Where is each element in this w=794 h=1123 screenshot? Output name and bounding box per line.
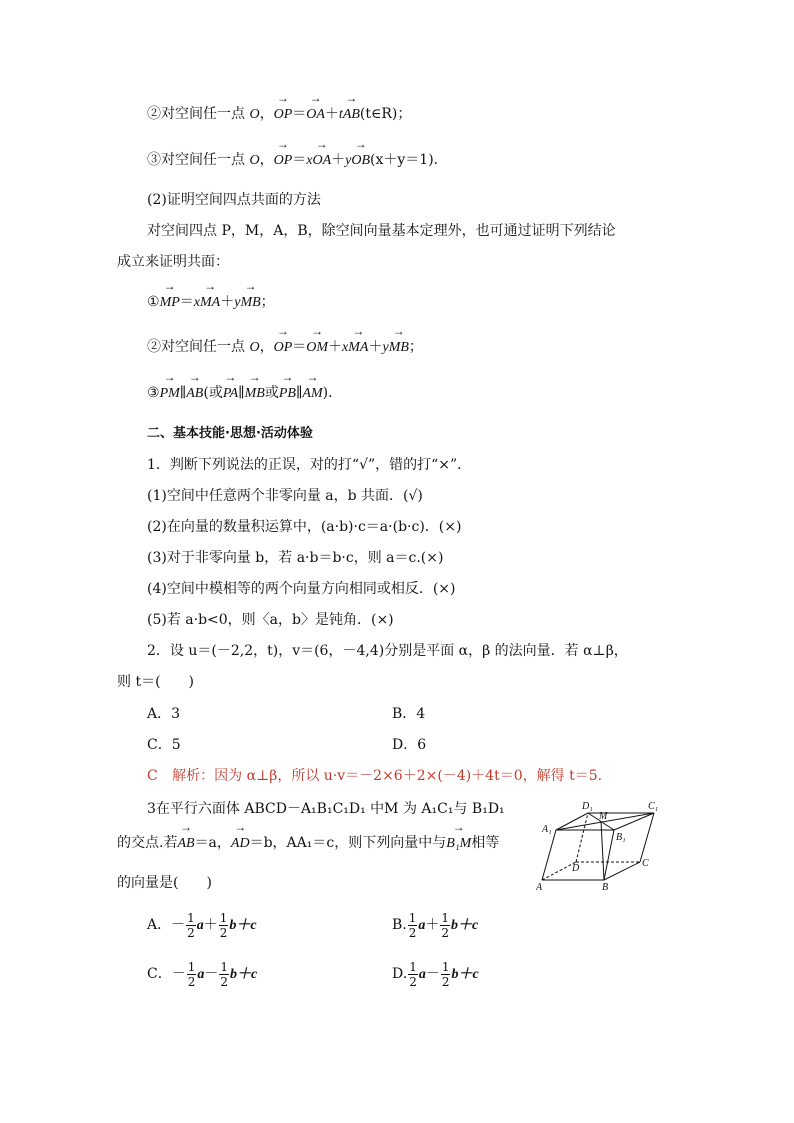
label-c: C <box>642 858 649 869</box>
text: － <box>204 966 219 982</box>
text: ＝ <box>292 106 307 122</box>
text: ， <box>259 152 274 168</box>
numerator: 1 <box>409 959 417 974</box>
text: ＝b，AA₁＝c，则下列向量中与 <box>249 835 447 851</box>
option-label: A． <box>147 917 172 933</box>
option-label: D. <box>392 966 408 982</box>
vector-b: b <box>230 967 237 982</box>
denominator: 2 <box>187 925 195 940</box>
q2-option-b: B．4 <box>392 706 426 722</box>
vector-ab: → AB <box>177 834 194 854</box>
text: ②对空间任一点 <box>147 106 250 122</box>
vector-om: → OM <box>306 338 328 358</box>
q3-option-a <box>147 908 257 943</box>
numerator: 1 <box>187 910 195 925</box>
numerator: 1 <box>408 910 417 925</box>
var-x: x <box>306 153 313 168</box>
denominator: 2 <box>441 925 450 940</box>
vector-pa: → PA <box>223 384 238 404</box>
vector-pb: → PB <box>279 384 296 404</box>
parallelepiped-figure <box>536 800 668 892</box>
edge-cc1 <box>640 813 654 862</box>
vector-ma: → MA <box>348 338 368 358</box>
q3-option-b <box>392 908 478 943</box>
coplanar-condition-2 <box>147 104 411 125</box>
var-y: y <box>382 340 389 355</box>
numerator: 1 <box>187 959 196 974</box>
option-label: B. <box>392 917 407 933</box>
q1-item-1: (1)空间中任意两个非零向量 a，b 共面．(√) <box>147 488 423 504</box>
label-m: M <box>599 811 608 822</box>
coplanar-condition-3 <box>147 150 448 171</box>
label-d: D <box>572 863 580 874</box>
vector-pm: → PM <box>160 384 180 404</box>
text: ； <box>260 294 275 310</box>
text: ＋ <box>368 339 383 355</box>
vector-ob: → OB <box>351 151 370 171</box>
text: (x＋y＝1)． <box>370 152 448 168</box>
label-a1: A₁ <box>542 824 552 835</box>
fraction <box>219 911 229 940</box>
question-3-line2 <box>117 833 499 854</box>
fraction <box>408 911 418 940</box>
edge-ad-hidden <box>542 862 576 880</box>
point-o: O <box>249 340 260 355</box>
denominator: 2 <box>187 974 196 989</box>
text: ＋ <box>203 917 218 933</box>
edge-bb1 <box>604 830 614 880</box>
vector-op: → OP <box>274 338 293 358</box>
var-y: y <box>234 295 241 310</box>
text: ， <box>259 106 274 122</box>
text: ③对空间任一点 <box>147 152 250 168</box>
vector-am: → AM <box>302 384 322 404</box>
text: ＋ <box>331 152 346 168</box>
text: ∥ <box>295 385 303 401</box>
text: (t∈R)； <box>359 106 412 122</box>
vector-b: b <box>451 967 459 982</box>
vector-mp: → MP <box>160 293 180 313</box>
vector-ab: → AB <box>186 384 203 404</box>
vector-mb: → MB <box>245 384 265 404</box>
label-c1: C₁ <box>648 801 659 812</box>
text: 的交点.若 <box>117 835 178 851</box>
vector-b: b <box>229 918 237 933</box>
text: － <box>171 966 186 982</box>
label-a: A <box>536 882 543 892</box>
q3-option-c <box>147 957 257 992</box>
edge-dd1-hidden <box>576 813 588 862</box>
text: ＝ <box>292 152 307 168</box>
point-o: O <box>249 153 260 168</box>
fraction <box>408 960 418 989</box>
denominator: 2 <box>409 974 417 989</box>
text: ① <box>147 294 160 310</box>
vector-a: a <box>196 918 204 933</box>
question-3-line3: 的向量是( ) <box>117 875 212 891</box>
option-label: C． <box>147 966 172 982</box>
text: )． <box>322 385 343 401</box>
fraction <box>440 911 450 940</box>
solution-text: 解析：因为 α⊥β，所以 u·v＝－2×6＋2×(－4)＋4t＝0，解得 t＝5. <box>172 768 603 784</box>
vector-b1m: → B₁M <box>446 834 471 854</box>
numerator: 1 <box>441 910 450 925</box>
text: ； <box>408 339 423 355</box>
q2-option-a: A．3 <box>147 706 181 722</box>
section-title: 二、基本技能·思想·活动体验 <box>147 426 313 441</box>
vector-oa: → OA <box>312 151 331 171</box>
method-paragraph-line1: 对空间四点 P，M，A，B，除空间向量基本定理外，也可通过证明下列结论 <box>147 223 616 239</box>
text: ＋ <box>425 917 440 933</box>
text: ， <box>259 339 274 355</box>
text: 相等 <box>471 835 500 851</box>
vector-ad: → AD <box>231 834 250 854</box>
text: ＝ <box>292 339 307 355</box>
vector-b: b <box>451 918 459 933</box>
q2-option-d: D．6 <box>392 737 427 753</box>
denominator: 2 <box>220 974 228 989</box>
vector-mb: → MB <box>240 293 260 313</box>
vector-ma: → MA <box>200 293 220 313</box>
text: － <box>425 966 440 982</box>
q2-solution <box>147 766 602 786</box>
numerator: 1 <box>220 959 228 974</box>
method-condition-2 <box>147 337 423 358</box>
text: ②对空间任一点 <box>147 339 250 355</box>
text: ＋ <box>324 106 339 122</box>
vector-ab: → AB <box>343 105 360 125</box>
edge-aa1 <box>542 830 556 880</box>
q1-item-5: (5)若 a·b<0，则〈a，b〉是钝角．(×) <box>147 612 394 628</box>
numerator: 1 <box>441 959 450 974</box>
numerator: 1 <box>219 910 228 925</box>
text: ＋c <box>458 918 479 933</box>
vector-a: a <box>418 967 426 982</box>
text: ＋c <box>458 967 479 982</box>
denominator: 2 <box>441 974 450 989</box>
text: (或 <box>203 385 223 401</box>
label-d1: D₁ <box>582 801 593 812</box>
denominator: 2 <box>219 925 228 940</box>
vector-op: → OP <box>274 151 293 171</box>
fraction <box>219 960 229 989</box>
q1-item-4: (4)空间中模相等的两个向量方向相同或相反．(×) <box>147 581 456 597</box>
text: 或 <box>264 385 279 401</box>
label-b: B <box>602 882 609 892</box>
fraction <box>187 960 197 989</box>
text: ＋ <box>220 294 235 310</box>
vector-a: a <box>197 967 205 982</box>
denominator: 2 <box>408 925 417 940</box>
text: ＋ <box>328 339 343 355</box>
q1-item-3: (3)对于非零向量 b，若 a·b＝b·c，则 a＝c.(×) <box>147 550 444 566</box>
method-heading: (2)证明空间四点共面的方法 <box>147 192 321 208</box>
method-condition-3 <box>147 383 342 404</box>
vector-mb: → MB <box>389 338 409 358</box>
question-2-line2: 则 t＝( ) <box>117 674 194 690</box>
var-t: t <box>338 107 343 122</box>
q1-item-2: (2)在向量的数量积运算中，(a·b)·c＝a·(b·c)．(×) <box>147 519 462 535</box>
question-3-line1: 3在平行六面体 ABCD－A₁B₁C₁D₁ 中M 为 A₁C₁与 B₁D₁ <box>147 801 505 817</box>
edge-b1c1 <box>614 813 654 830</box>
point-o: O <box>249 107 260 122</box>
var-x: x <box>193 295 200 310</box>
var-x: x <box>342 340 349 355</box>
text: ＝ <box>179 294 194 310</box>
text: ＋c <box>237 967 258 982</box>
question-2-line1: 2．设 u＝(－2,2，t)，v＝(6，－4,4)分别是平面 α，β 的法向量．若 α⊥β， <box>147 643 628 659</box>
vector-oa: → OA <box>306 105 325 125</box>
fraction <box>441 960 451 989</box>
text: ∥ <box>179 385 187 401</box>
text: ＋c <box>236 918 257 933</box>
q3-option-d <box>392 957 479 992</box>
method-condition-1 <box>147 292 275 313</box>
text: ∥ <box>238 385 245 401</box>
text: ＝a， <box>194 835 231 851</box>
var-y: y <box>345 153 352 168</box>
text: － <box>171 917 186 933</box>
vector-op: → OP <box>274 105 293 125</box>
vector-a: a <box>418 918 426 933</box>
q2-option-c: C．5 <box>147 737 181 753</box>
answer-letter: C <box>147 768 158 784</box>
fraction <box>186 911 196 940</box>
label-b1: B₁ <box>616 832 626 843</box>
question-1: 1．判断下列说法的正误，对的打“√”，错的打“×”． <box>147 457 472 473</box>
text: ③ <box>147 385 160 401</box>
method-paragraph-line2: 成立来证明共面： <box>117 254 229 270</box>
edge-bc <box>604 862 640 880</box>
